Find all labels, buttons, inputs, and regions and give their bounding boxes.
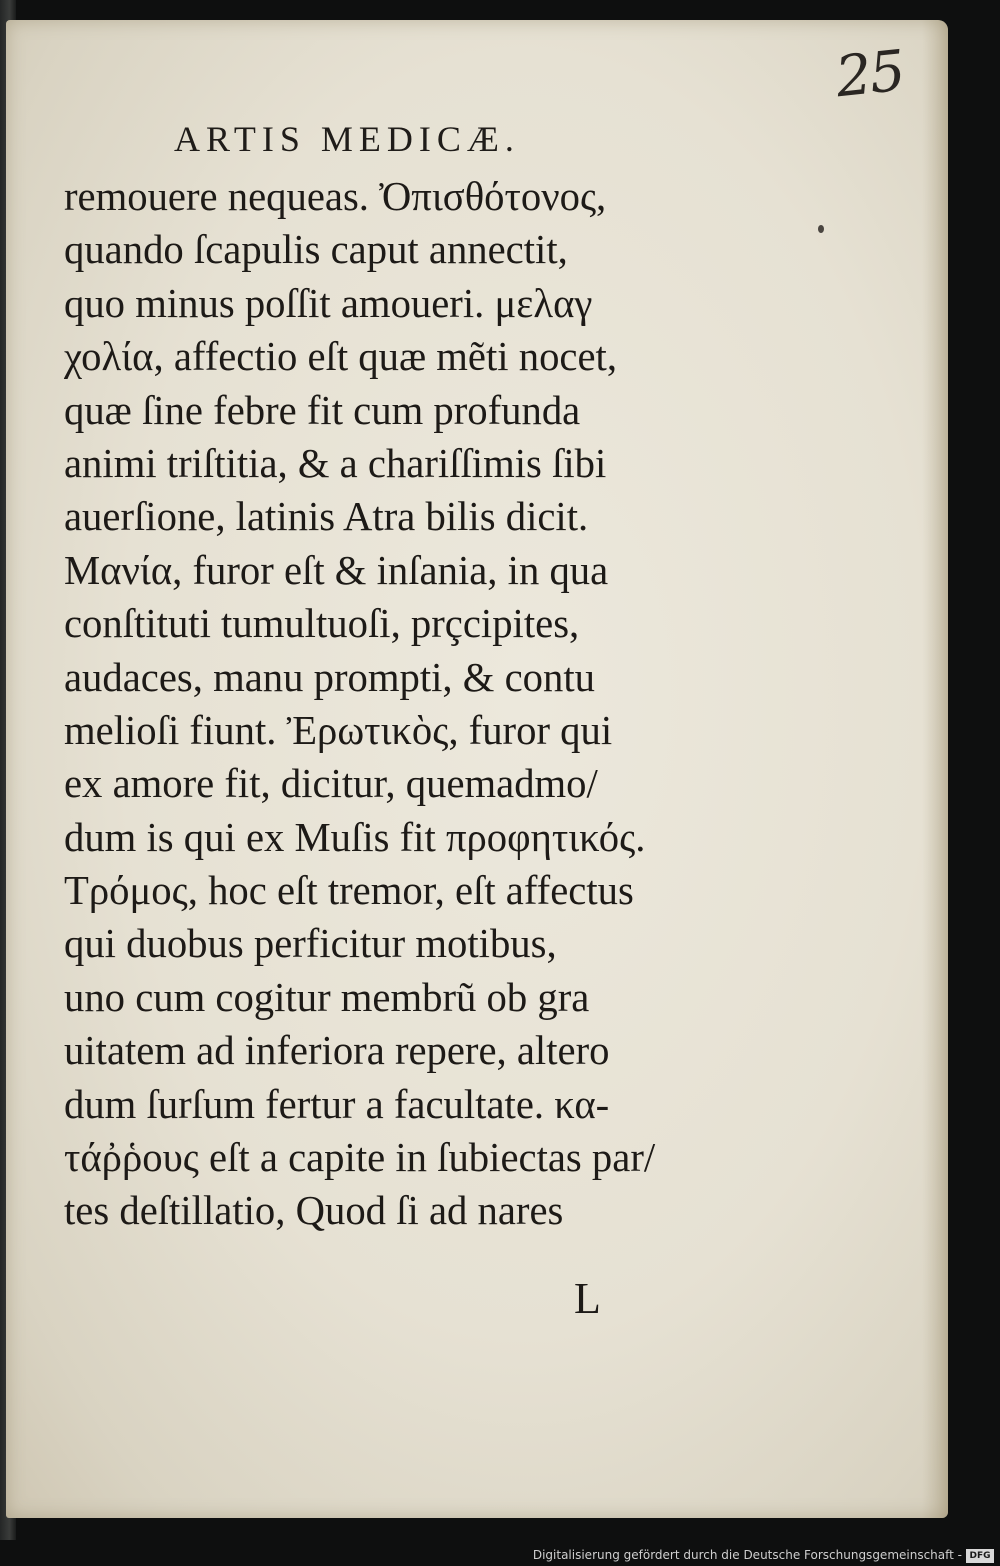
running-head: ARTIS MEDICÆ.	[174, 119, 520, 159]
text-line: qui duobus perficitur motibus,	[64, 920, 557, 967]
catchword: L	[574, 1274, 601, 1323]
text-line: tes deſtillatio, Quod ſi ad nares	[64, 1187, 564, 1234]
text-line: τάῤῥους eſt a capite in ſubiectas par/	[64, 1134, 656, 1181]
text-line: remouere nequeas. Ὀπισθότονος,	[64, 173, 607, 219]
text-line: audaces, manu prompti, & contu	[64, 653, 595, 700]
text-line: Μανία, furor eſt & inſania, in qua	[64, 546, 609, 593]
text-line: animi triſtitia, & a chariſſimis ſibi	[64, 439, 607, 486]
text-line: uitatem ad inferiora repere, altero	[64, 1027, 610, 1074]
text-line: quando ſcapulis caput annectit,	[64, 226, 568, 273]
text-line: melioſi fiunt. Ἐρωτικὸς, furor qui	[64, 706, 613, 753]
text-line: dum ſurſum fertur a facultate. κα-	[64, 1080, 610, 1127]
text-line: dum is qui ex Muſis fit προφητικός.	[64, 813, 646, 860]
text-line: quæ ſine febre fit cum profunda	[64, 386, 581, 433]
folio-number: 25	[832, 38, 907, 111]
text-line: quo minus poſſit amoueri. μελαγ	[64, 279, 593, 326]
text-line: uno cum cogitur membrũ ob gra	[64, 973, 590, 1020]
dfg-logo-icon: DFG	[966, 1549, 994, 1563]
body-text	[64, 170, 704, 1238]
text-line: χολία, affectio eſt quæ mẽti nocet,	[64, 333, 618, 380]
text-line: auerſione, latinis Atra bilis dicit.	[64, 493, 589, 540]
text-line: ex amore fit, dicitur, quemadmo/	[64, 760, 598, 807]
text-line: Τρόμος, hoc eſt tremor, eſt affectus	[64, 867, 634, 914]
text-line: conſtituti tumultuoſi, prçcipites,	[64, 600, 580, 647]
book-page	[6, 20, 948, 1518]
funding-notice: Digitalisierung gefördert durch die Deutsche Forschungsgemeinschaft -	[532, 1548, 962, 1562]
ink-spot	[818, 225, 824, 233]
